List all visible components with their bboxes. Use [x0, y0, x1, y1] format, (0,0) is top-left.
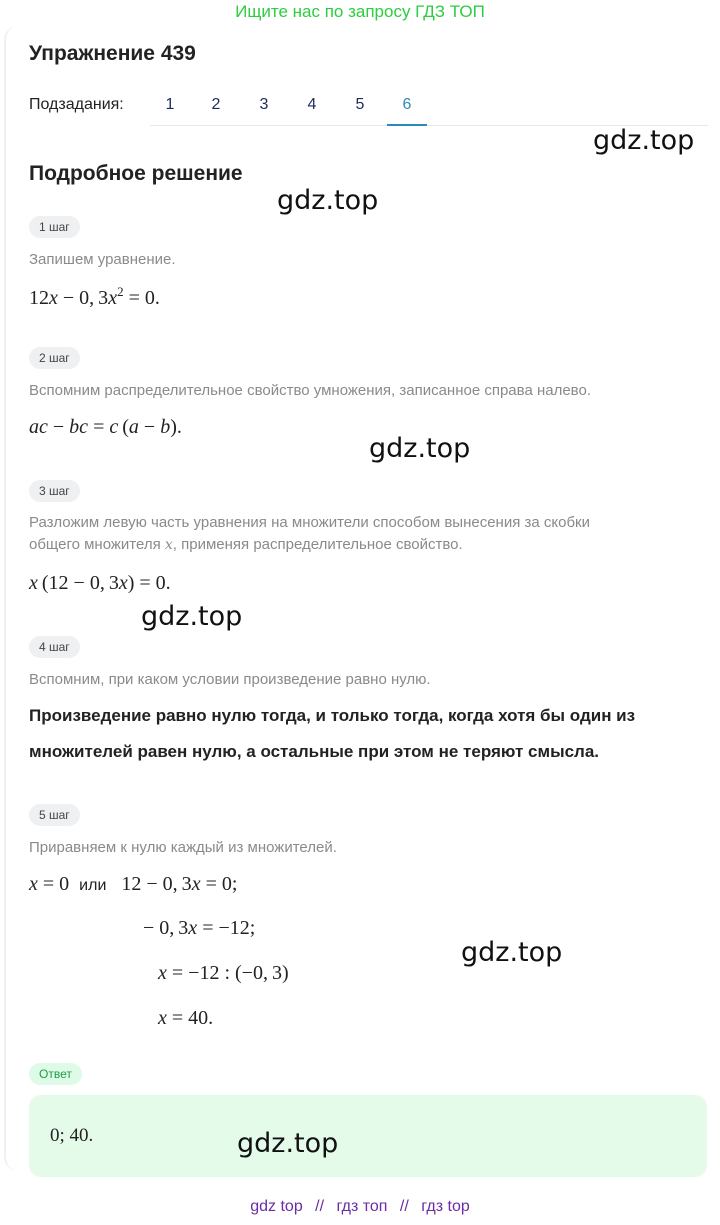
step-3-description-line-2 [29, 534, 669, 556]
watermark: gdz.top [237, 1128, 339, 1159]
zero-product-rule-line-2: множителей равен нулю, а остальные при этом не теряют смысла. [29, 742, 600, 761]
step-3-badge: 3 шаг [29, 480, 80, 502]
step-5-equation-4: x = 40. [158, 1007, 214, 1029]
step-2-description: Вспомним распределительное свойство умножения, записанное справа налево. [29, 382, 591, 399]
subtask-tab-5[interactable]: 5 [355, 96, 365, 113]
step-4-description: Вспомним, при каком условии произведение равно нулю. [29, 671, 431, 688]
step-3-desc-variable: x [164, 537, 173, 553]
step-3-desc-text: общего множителя [29, 536, 161, 553]
footer-links [0, 1198, 720, 1216]
watermark: gdz.top [461, 937, 563, 968]
zero-product-rule [29, 700, 689, 768]
step-5-equation-3: x = −12 : (−0, 3) [158, 962, 289, 984]
watermark: gdz.top [141, 601, 243, 632]
answer-badge: Ответ [29, 1063, 82, 1085]
step-2-badge: 2 шаг [29, 347, 80, 369]
step-1-description: Запишем уравнение. [29, 251, 176, 268]
step-5-equation-1: x = 0 или 12 − 0, 3x = 0; [29, 873, 238, 895]
step-5-badge: 5 шаг [29, 804, 80, 826]
or-word: или [79, 877, 107, 894]
watermark: gdz.top [369, 433, 471, 464]
answer-box [29, 1095, 707, 1177]
step-3-equation: x (12 − 0, 3x) = 0. [29, 572, 171, 594]
step-3-desc-text-post: , применяя распределительное свойство. [172, 536, 463, 553]
footer-link-gdz-top-ru[interactable]: гдз топ [336, 1198, 388, 1215]
solution-heading: Подробное решение [29, 162, 243, 185]
zero-product-rule-line-1: Произведение равно нулю тогда, и только тогда, когда хотя бы один из [29, 706, 636, 725]
subtask-tab-3[interactable]: 3 [259, 96, 269, 113]
step-1-equation: 12x − 0, $3x^2 = 0$. [29, 284, 160, 309]
page-title: Упражнение 439 [29, 42, 196, 65]
step-5-description: Приравняем к нулю каждый из множителей. [29, 839, 337, 856]
watermark: gdz.top [593, 125, 695, 156]
step-2-formula: ac − bc = c (a − b). [29, 416, 182, 438]
subtask-tab-1[interactable]: 1 [165, 96, 175, 113]
step-3-description-line-1: Разложим левую часть уравнения на множители способом вынесения за скобки [29, 514, 590, 531]
subtasks-label: Подзадания: [29, 96, 124, 113]
footer-separator: // [315, 1198, 325, 1215]
watermark: gdz.top [277, 185, 379, 216]
subtask-tab-6[interactable]: 6 [387, 88, 427, 126]
step-5-equation-2: − 0, 3x = −12; [143, 917, 256, 939]
search-banner: Ищите нас по запросу ГДЗ ТОП [235, 2, 485, 21]
step-3-description [29, 512, 669, 556]
step-1-badge: 1 шаг [29, 216, 80, 238]
subtask-tab-4[interactable]: 4 [307, 96, 317, 113]
subtasks-tabs [150, 88, 708, 126]
answer-value: 0; 40. [50, 1125, 94, 1146]
step-4-badge: 4 шаг [29, 636, 80, 658]
footer-link-gdz-top-mixed[interactable]: гдз top [421, 1198, 470, 1215]
subtask-tab-2[interactable]: 2 [211, 96, 221, 113]
footer-link-gdz-top[interactable]: gdz top [250, 1198, 303, 1215]
footer-separator: // [399, 1198, 409, 1215]
